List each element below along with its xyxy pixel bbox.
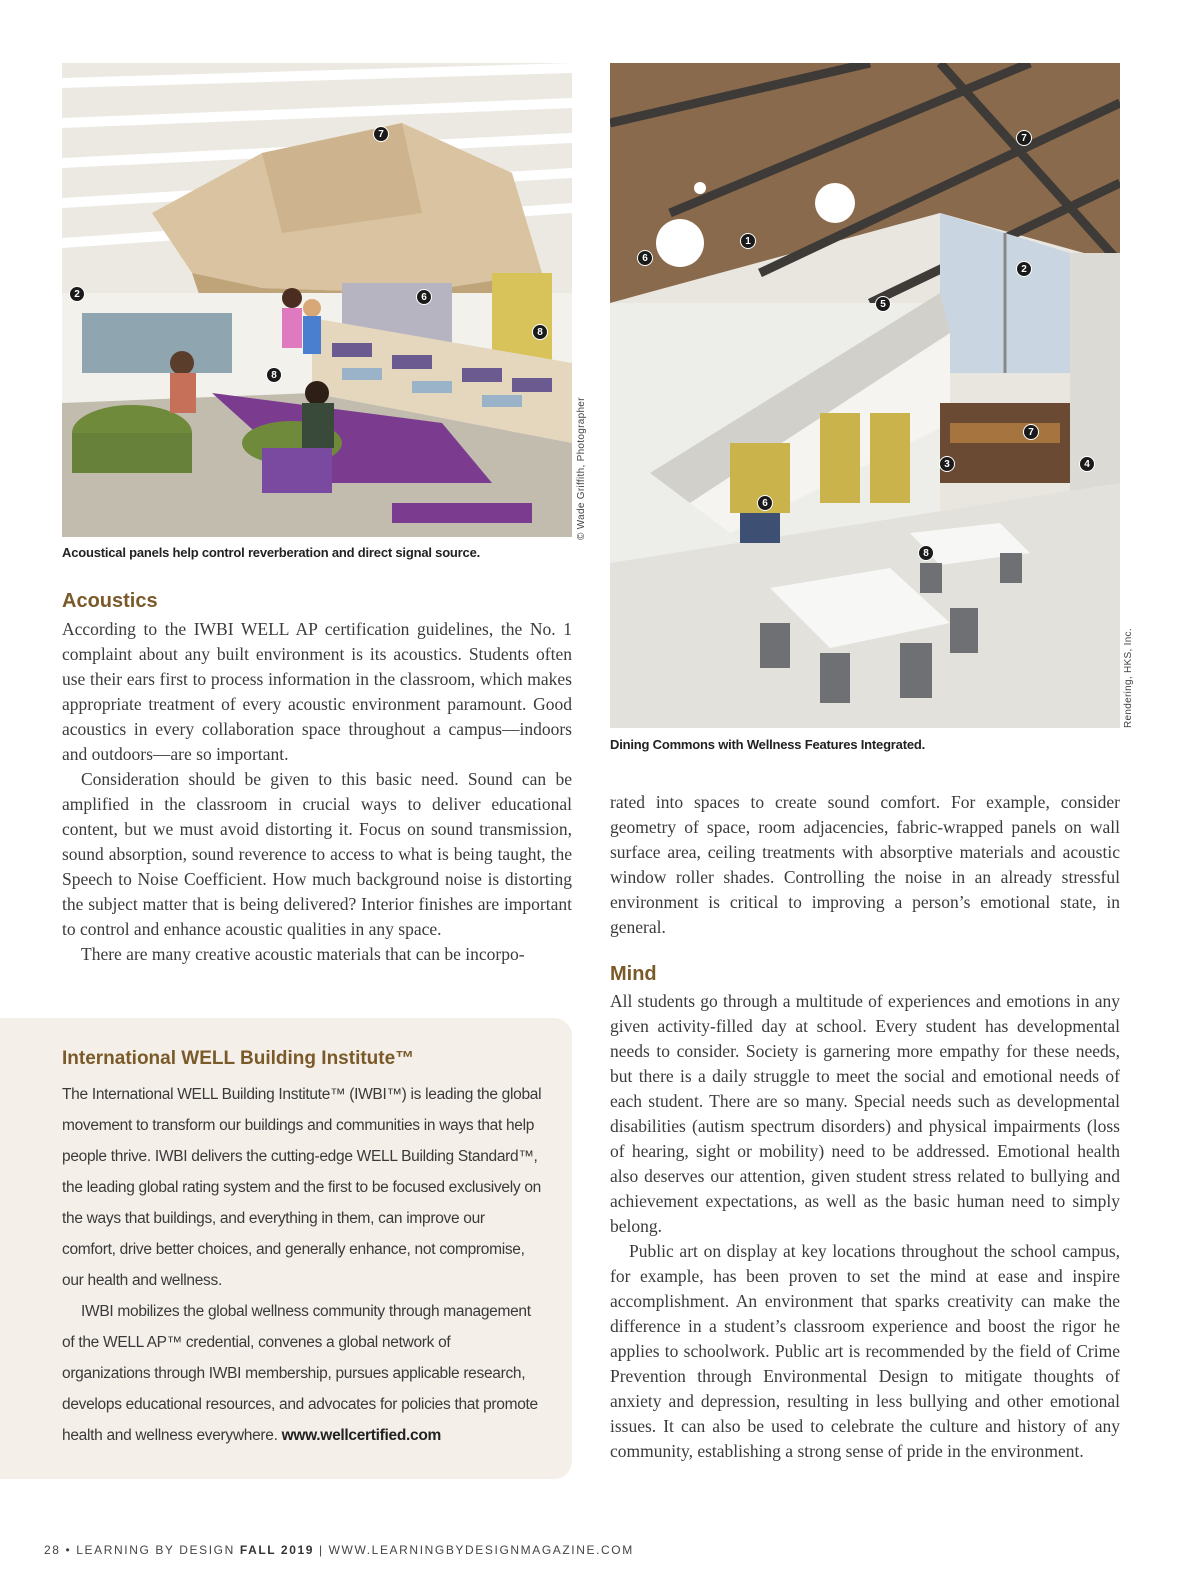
acoustics-paragraph: There are many creative acoustic materials that can be incorpo- [81,944,525,964]
rendering-marker: 3 [939,456,955,472]
footer-separator: | [318,1543,324,1557]
rendering-marker: 4 [1079,456,1095,472]
rendering-marker: 7 [1023,424,1039,440]
rendering-credit: Rendering, HKS, Inc. [1123,628,1134,728]
dining-commons-rendering [610,63,1120,728]
page-footer [44,1543,634,1557]
mind-body [610,989,1120,1464]
rendering-marker: 6 [637,250,653,266]
mind-paragraph: Public art on display at key locations throughout the school campus, for example, has been proven to set the mind at ease and inspire accomplishment. An environment that sparks creativity can make the difference in a student’s classroom experience and boost the rigor he applies to schoolwork. Public art is recommended by the field of Crime Prevention through Environmental Design to mitigate thoughts of anxiety and depression, resulting in less bullying and other emotional issues. It can also be used to celebrate the culture and history of any community, establishing a strong sense of pride in the environment. [610,1241,1120,1461]
sidebar-heading: International WELL Building Institute™ [62,1048,415,1069]
acoustics-paragraph-continued: rated into spaces to create sound comfort. For example, consider geometry of space, room adjacencies, fabric-wrapped panels on wall surface area, ceiling treatments with absorptive materials and acoustic window roller shades. Controlling the noise in an already stressful environment is critical to improving a person’s emotional state, in general. [610,792,1120,937]
mind-heading: Mind [610,963,657,985]
magazine-url: WWW.LEARNINGBYDESIGNMAGAZINE.COM [328,1543,634,1557]
footer-bullet: • [65,1543,72,1557]
rendering-marker: 2 [1016,261,1032,277]
magazine-name: LEARNING BY DESIGN [76,1543,235,1557]
acoustics-body-left [62,617,572,967]
sidebar-body [62,1079,542,1451]
photo-marker: 8 [532,324,548,340]
page-number: 28 [44,1543,61,1557]
mind-paragraph: All students go through a multitude of experiences and emotions in any given activity-filled day at school. Every student has developmental needs to consider. Society is garnering more empathy for these needs, but there is a daily struggle to meet the social and emotional needs of each student. There are so many. Special needs such as developmental disabilities (autism spectrum disorders) and physical impairments (loss of hearing, sight or mobility) need to be addressed. Emotional health also deserves our attention, given student stress related to bullying and achievement expectations, as well as the basic human need to simply belong. [610,991,1120,1236]
library-photo [62,63,572,537]
rendering-marker: 8 [918,545,934,561]
photo-marker: 7 [373,126,389,142]
rendering-marker: 1 [740,233,756,249]
photo-credit: © Wade Griffith, Photographer [576,397,587,540]
acoustics-body-right [610,790,1120,940]
rendering-marker: 5 [875,296,891,312]
photo-marker: 8 [266,367,282,383]
sidebar-paragraph: The International WELL Building Institute™ (IWBI™) is leading the global movement to transform our buildings and communities in ways that help people thrive. IWBI delivers the cutting-edge WELL Building Standard™, the leading global rating system and the first to be focused exclusively on the ways that buildings, and everything in them, can improve our comfort, drive better choices, and generally enhance, not compromise, our health and wellness. [62,1086,542,1289]
acoustics-paragraph: According to the IWBI WELL AP certification guidelines, the No. 1 complaint about any built environment is its acoustics. Students often use their ears first to process information in the classroom, which makes appropriate treatment of every acoustic environment paramount. Good acoustics in every collaboration space throughout a campus—indoors and outdoors—are so important. [62,619,572,764]
sidebar-paragraph-text: IWBI mobilizes the global wellness community through management of the WELL AP™ credential, convenes a global network of organizations through IWBI membership, pursues applicable research, develops educational resources, and advocates for policies that promote health and wellness everywhere. [62,1303,538,1444]
rendering-marker: 7 [1016,130,1032,146]
iwbi-sidebar [0,1018,572,1479]
acoustics-paragraph: Consideration should be given to this basic need. Sound can be amplified in the classroom in crucial ways to deliver educational content, but we must avoid distorting it. Focus on sound transmission, sound absorption, sound reverence to access to what is being taught, the Speech to Noise Coefficient. How much background noise is distorting the subject matter that is being delivered? Interior finishes are important to control and enhance acoustic qualities in any space. [62,769,572,939]
photo-marker: 6 [416,289,432,305]
photo-caption: Acoustical panels help control reverberation and direct signal source. [62,545,481,560]
photo-marker: 2 [69,286,85,302]
acoustics-heading: Acoustics [62,590,158,612]
issue-label: FALL 2019 [239,1543,315,1557]
rendering-caption: Dining Commons with Wellness Features Integrated. [610,737,926,752]
sidebar-paragraph-2 [62,1296,542,1451]
wellcertified-link[interactable]: www.wellcertified.com [281,1427,441,1444]
rendering-marker: 6 [757,495,773,511]
